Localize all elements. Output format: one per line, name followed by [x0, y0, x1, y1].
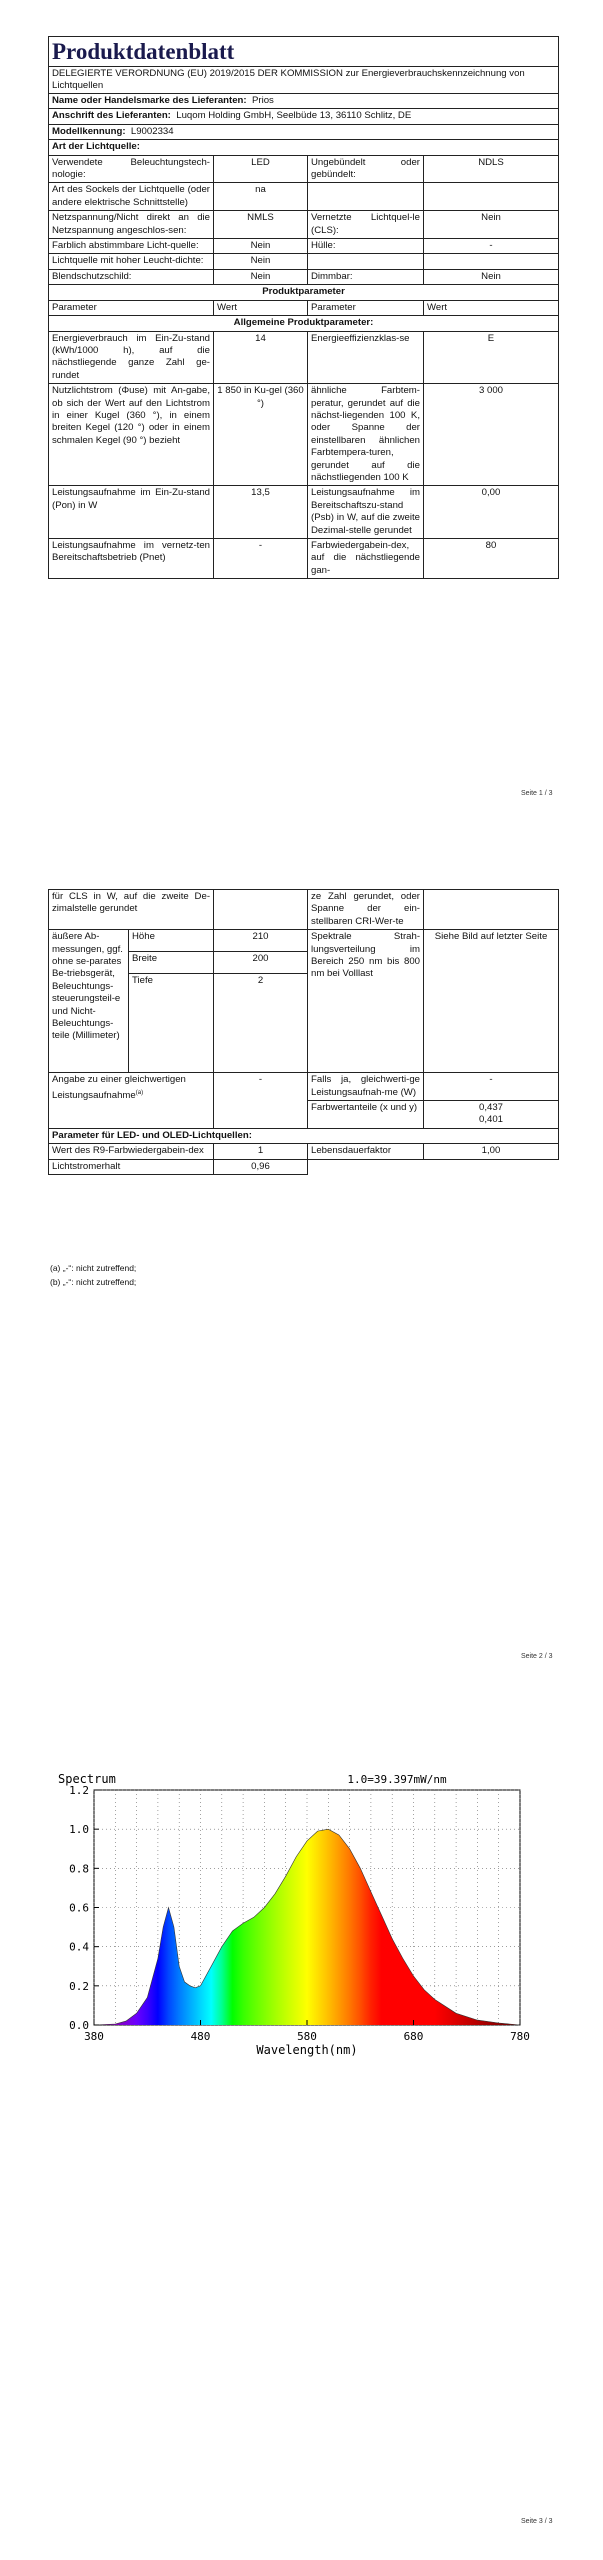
- param-value: -: [214, 539, 308, 579]
- spectrum-chart: [52, 1768, 552, 2098]
- param-value: na: [214, 183, 308, 211]
- x-tick-label: 480: [190, 2030, 211, 2043]
- type-heading: Art der Lichtquelle:: [49, 140, 559, 155]
- light-source-type-row: [49, 155, 559, 183]
- chromaticity-y: 0,401: [479, 1114, 504, 1126]
- param-label: ähnliche Farbtem-peratur, gerundet auf die nächst-liegenden 100 K, oder Spanne der einstellbaren ähnlichen Farbtempera-turen, gerundet auf die nächstliegenden 100 K: [308, 384, 424, 486]
- param-label: Ungebündelt oder gebündelt:: [308, 155, 424, 183]
- param-label: Hülle:: [308, 239, 424, 254]
- equivalent-power-label: Angabe zu einer gleichwertigen Leistungsaufnahme$^{(a)}$: [49, 1073, 214, 1129]
- page-2: [0, 875, 603, 1695]
- dimension-name: Breite: [129, 952, 214, 974]
- supplier-address-label: Anschrift des Lieferanten:: [52, 110, 171, 122]
- footnote-a: (a) „-“: nicht zutreffend;: [50, 1263, 137, 1273]
- y-tick-label: 0.8: [69, 1862, 89, 1876]
- equivalent-power-value: -: [214, 1073, 308, 1129]
- empty-cell: [424, 1159, 559, 1174]
- x-tick-label: 380: [84, 2030, 104, 2043]
- x-axis-label: Wavelength(nm): [256, 2043, 358, 2057]
- datasheet-table-1: [48, 36, 558, 579]
- dimension-value: 210: [214, 930, 308, 952]
- x-tick-label: 780: [510, 2030, 530, 2043]
- col-header-value: Wert: [214, 300, 308, 315]
- col-header-value: Wert: [424, 300, 559, 315]
- spectrum-chart-svg: [52, 1768, 552, 2098]
- param-value: -: [424, 239, 559, 254]
- param-label: Vernetzte Lichtquel-le (CLS):: [308, 211, 424, 239]
- chart-annotation: 1.0=39.397mW/nm: [347, 1773, 447, 1786]
- col-header-param: Parameter: [49, 300, 214, 315]
- life-factor-value: 1,00: [424, 1144, 559, 1159]
- page-1: [0, 0, 603, 820]
- param-value: LED: [214, 155, 308, 183]
- model-id: L9002334: [130, 125, 174, 137]
- param-label: Dimmbar:: [308, 269, 424, 284]
- param-label: [308, 254, 424, 269]
- light-source-type-row: [49, 269, 559, 284]
- dimension-name: Höhe: [129, 930, 214, 952]
- param-value: Nein: [214, 254, 308, 269]
- datasheet-table-2: [48, 889, 558, 1175]
- param-label: Farbwiedergabein-dex, auf die nächstliegende gan-: [308, 539, 424, 579]
- chromaticity-x: 0,437: [479, 1102, 504, 1114]
- dimension-name: Tiefe: [129, 974, 214, 1073]
- continued-value-left: [214, 890, 308, 930]
- continued-value-right: [424, 890, 559, 930]
- dimensions-label: äußere Ab-messungen, ggf. ohne se-parates Be-triebsgerät, Beleuchtungs-steuerungsteil-e und Nicht-Beleuchtungs-teile (Millimeter): [49, 930, 129, 1073]
- supplier-name-label: Name oder Handelsmarke des Lieferanten:: [52, 95, 247, 106]
- r9-value: 1: [214, 1144, 308, 1159]
- param-label: Farblich abstimmbare Licht-quelle:: [49, 239, 214, 254]
- chromaticity-label: Farbwertanteile (x und y): [308, 1101, 424, 1129]
- supplier-name-row: [49, 94, 559, 109]
- param-value: Nein: [424, 211, 559, 239]
- dimension-value: 2: [214, 974, 308, 1073]
- general-param-row: [49, 486, 559, 539]
- supplier-address-row: [49, 109, 559, 124]
- page-number: Seite 2 / 3: [521, 1653, 553, 1660]
- model-label: Modellkennung:: [52, 125, 126, 137]
- param-value: 1 850 in Ku-gel (360 °): [214, 384, 308, 486]
- param-value: Nein: [214, 269, 308, 284]
- supplier-name: Prios: [251, 95, 274, 106]
- y-tick-label: 0.4: [69, 1940, 89, 1954]
- param-label: Netzspannung/Nicht direkt an die Netzspannung angeschlos-sen:: [49, 211, 214, 239]
- light-source-type-row: [49, 239, 559, 254]
- general-param-row: [49, 384, 559, 486]
- param-value: Nein: [214, 239, 308, 254]
- general-params-heading: Allgemeine Produktparameter:: [49, 316, 559, 331]
- param-label: Art des Sockels der Lichtquelle (oder andere elektrische Schnittstelle): [49, 183, 214, 211]
- param-label: Leistungsaufnahme im vernetz-ten Bereitschaftsbetrieb (Pnet): [49, 539, 214, 579]
- maintenance-value: 0,96: [214, 1159, 308, 1174]
- param-label: Verwendete Beleuchtungstech-nologie:: [49, 155, 214, 183]
- continued-param-left: für CLS in W, auf die zweite De-zimalstelle gerundet: [49, 890, 214, 930]
- param-value: Nein: [424, 269, 559, 284]
- light-source-type-row: [49, 211, 559, 239]
- param-label: Energieeffizienzklas-se: [308, 331, 424, 384]
- y-tick-label: 0.2: [69, 1979, 89, 1993]
- col-header-param: Parameter: [308, 300, 424, 315]
- empty-cell: [308, 1159, 424, 1174]
- x-tick-label: 680: [403, 2030, 424, 2043]
- general-param-row: [49, 331, 559, 384]
- param-value: NDLS: [424, 155, 559, 183]
- spectral-label: Spektrale Strah-lungsverteilung im Bereich 250 nm bis 800 nm bei Volllast: [308, 930, 424, 1073]
- light-source-type-row: [49, 254, 559, 269]
- supplier-address: Luqom Holding GmbH, Seelbüde 13, 36110 Schlitz, DE: [176, 110, 412, 122]
- y-tick-label: 1.2: [69, 1784, 89, 1797]
- chromaticity-values: [424, 1101, 559, 1129]
- regulation-text: DELEGIERTE VERORDNUNG (EU) 2019/2015 DER KOMMISSION zur Energieverbrauchskennzeichnung von Lichtquellen: [49, 67, 559, 94]
- page-title: Produktdatenblatt: [49, 37, 559, 67]
- param-label: Nutzlichtstrom (Φuse) mit An-gabe, ob sich der Wert auf den Lichtstrom in einer Kugel (360 °), in einem breiten Kegel (120 °) oder in einem schmalen Kegel (90 °) bezieht: [49, 384, 214, 486]
- footnote-b: (b) „-“: nicht zutreffend;: [50, 1277, 137, 1287]
- param-value: 80: [424, 539, 559, 579]
- param-label: [308, 183, 424, 211]
- led-params-heading: Parameter für LED- und OLED-Lichtquellen:: [49, 1128, 559, 1143]
- equivalent-power-right-label: Falls ja, gleichwerti-ge Leistungsaufnah-me (W): [308, 1073, 424, 1101]
- general-param-row: [49, 539, 559, 579]
- params-heading: Produktparameter: [49, 285, 559, 300]
- param-value: E: [424, 331, 559, 384]
- y-tick-label: 0.0: [69, 2019, 89, 2032]
- param-label: Leistungsaufnahme im Ein-Zu-stand (Pon) in W: [49, 486, 214, 539]
- dimension-value: 200: [214, 952, 308, 974]
- continued-param-right: ze Zahl gerundet, oder Spanne der ein-stellbaren CRI-Wer-te: [308, 890, 424, 930]
- page-number: Seite 3 / 3: [521, 2518, 553, 2525]
- param-label: Energieverbrauch im Ein-Zu-stand (kWh/1000 h), auf die nächstliegende ganze Zahl ge-rundet: [49, 331, 214, 384]
- x-tick-label: 580: [297, 2030, 317, 2043]
- param-value: [424, 183, 559, 211]
- param-value: 13,5: [214, 486, 308, 539]
- maintenance-label: Lichtstromerhalt: [49, 1159, 214, 1174]
- chart-title: Spectrum: [58, 1772, 116, 1786]
- r9-label: Wert des R9-Farbwiedergabein-dex: [49, 1144, 214, 1159]
- param-label: Leistungsaufnahme im Bereitschaftszu-stand (Psb) in W, auf die zweite Dezimal-stelle gerundet: [308, 486, 424, 539]
- param-label: Lichtquelle mit hoher Leucht-dichte:: [49, 254, 214, 269]
- page-number: Seite 1 / 3: [521, 790, 553, 797]
- y-tick-label: 1.0: [69, 1823, 89, 1837]
- light-source-type-row: [49, 183, 559, 211]
- param-value: 0,00: [424, 486, 559, 539]
- model-row: [49, 124, 559, 139]
- param-value: NMLS: [214, 211, 308, 239]
- param-label: Blendschutzschild:: [49, 269, 214, 284]
- param-value: [424, 254, 559, 269]
- spectral-value: Siehe Bild auf letzter Seite: [424, 930, 559, 1073]
- y-tick-label: 0.6: [69, 1901, 89, 1915]
- param-value: 14: [214, 331, 308, 384]
- param-value: 3 000: [424, 384, 559, 486]
- life-factor-label: Lebensdauerfaktor: [308, 1144, 424, 1159]
- equivalent-power-right-value: -: [424, 1073, 559, 1101]
